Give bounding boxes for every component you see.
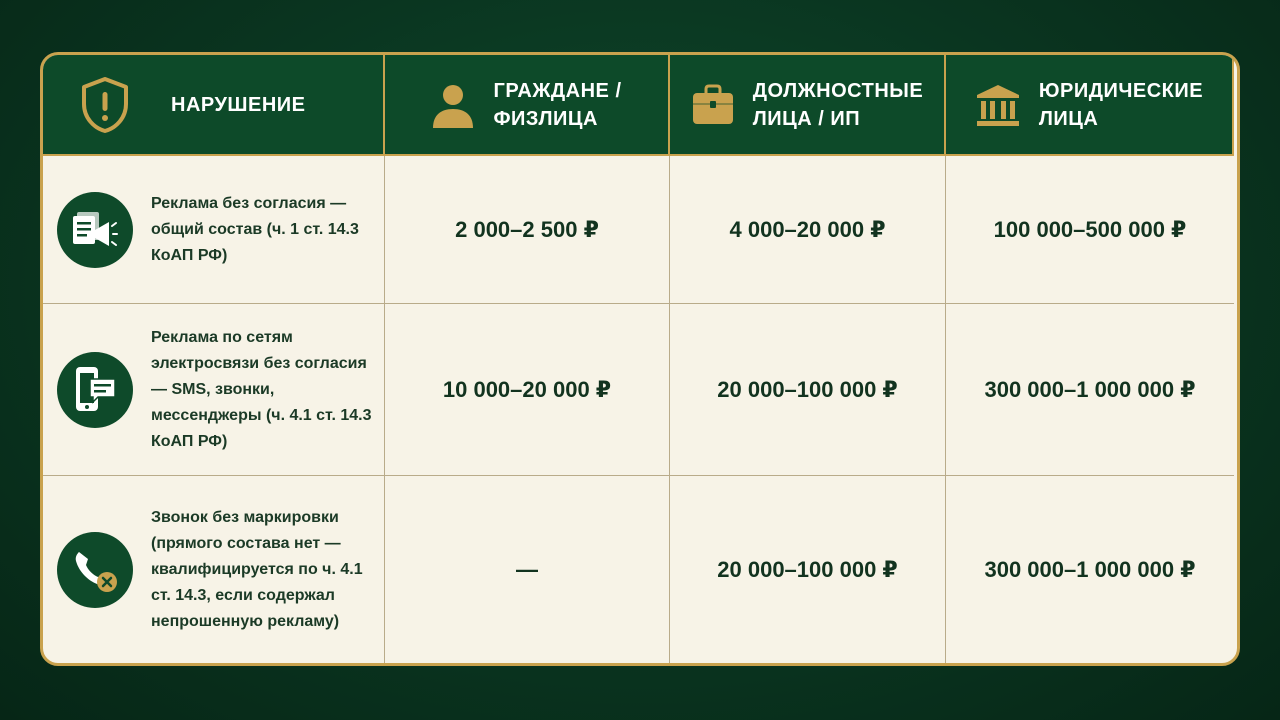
row-1-violation-text: Реклама без согласия — общий состав (ч. 1 ст. 14.3 КоАП РФ) (151, 194, 359, 264)
row-1-icon-circle (57, 192, 133, 268)
fines-grid (43, 55, 1237, 663)
header-officials-label: ДОЛЖНОСТНЫЕ ЛИЦА / ИП (752, 79, 924, 130)
row-2-icon-circle (57, 352, 133, 428)
row-3-officials: 20 000–100 000 ₽ (670, 476, 946, 663)
fines-table (40, 52, 1240, 666)
header-violation-label: НАРУШЕНИЕ (171, 93, 306, 116)
header-citizens-label: ГРАЖДАНЕ / ФИЗЛИЦА (493, 79, 622, 130)
row-2-legal: 300 000–1 000 000 ₽ (946, 304, 1234, 476)
row-2-violation (43, 304, 385, 476)
header-legal-label: ЮРИДИЧЕСКИЕ ЛИЦА (1038, 79, 1204, 130)
megaphone-document-icon (71, 208, 119, 252)
row-2-violation-text: Реклама по сетям электросвязи без согласия — SMS, звонки, мессенджеры (ч. 4.1 ст. 14.3 КоАП РФ) (151, 328, 372, 450)
person-icon (431, 82, 475, 128)
row-3-icon-circle (57, 532, 133, 608)
row-1-citizens: 2 000–2 500 ₽ (385, 156, 670, 304)
row-2-officials: 20 000–100 000 ₽ (670, 304, 946, 476)
row-3-violation (43, 476, 385, 663)
row-1-legal: 100 000–500 000 ₽ (946, 156, 1234, 304)
header-legal (946, 55, 1234, 156)
phone-x-icon (71, 546, 119, 594)
briefcase-icon (691, 84, 735, 126)
row-3-violation-text: Звонок без маркировки (прямого состава нет — квалифицируется по ч. 4.1 ст. 14.3, если содержал непрошенную рекламу) (151, 508, 363, 630)
row-2-citizens: 10 000–20 000 ₽ (385, 304, 670, 476)
row-3-citizens: — (385, 476, 670, 663)
header-citizens (385, 55, 670, 156)
phone-message-icon (72, 365, 118, 415)
row-1-violation (43, 156, 385, 304)
shield-warning-icon (79, 76, 131, 134)
bank-building-icon (975, 83, 1021, 127)
header-officials (670, 55, 946, 156)
header-violation (43, 55, 385, 156)
row-3-legal: 300 000–1 000 000 ₽ (984, 556, 1196, 582)
row-1-officials: 4 000–20 000 ₽ (670, 156, 946, 304)
